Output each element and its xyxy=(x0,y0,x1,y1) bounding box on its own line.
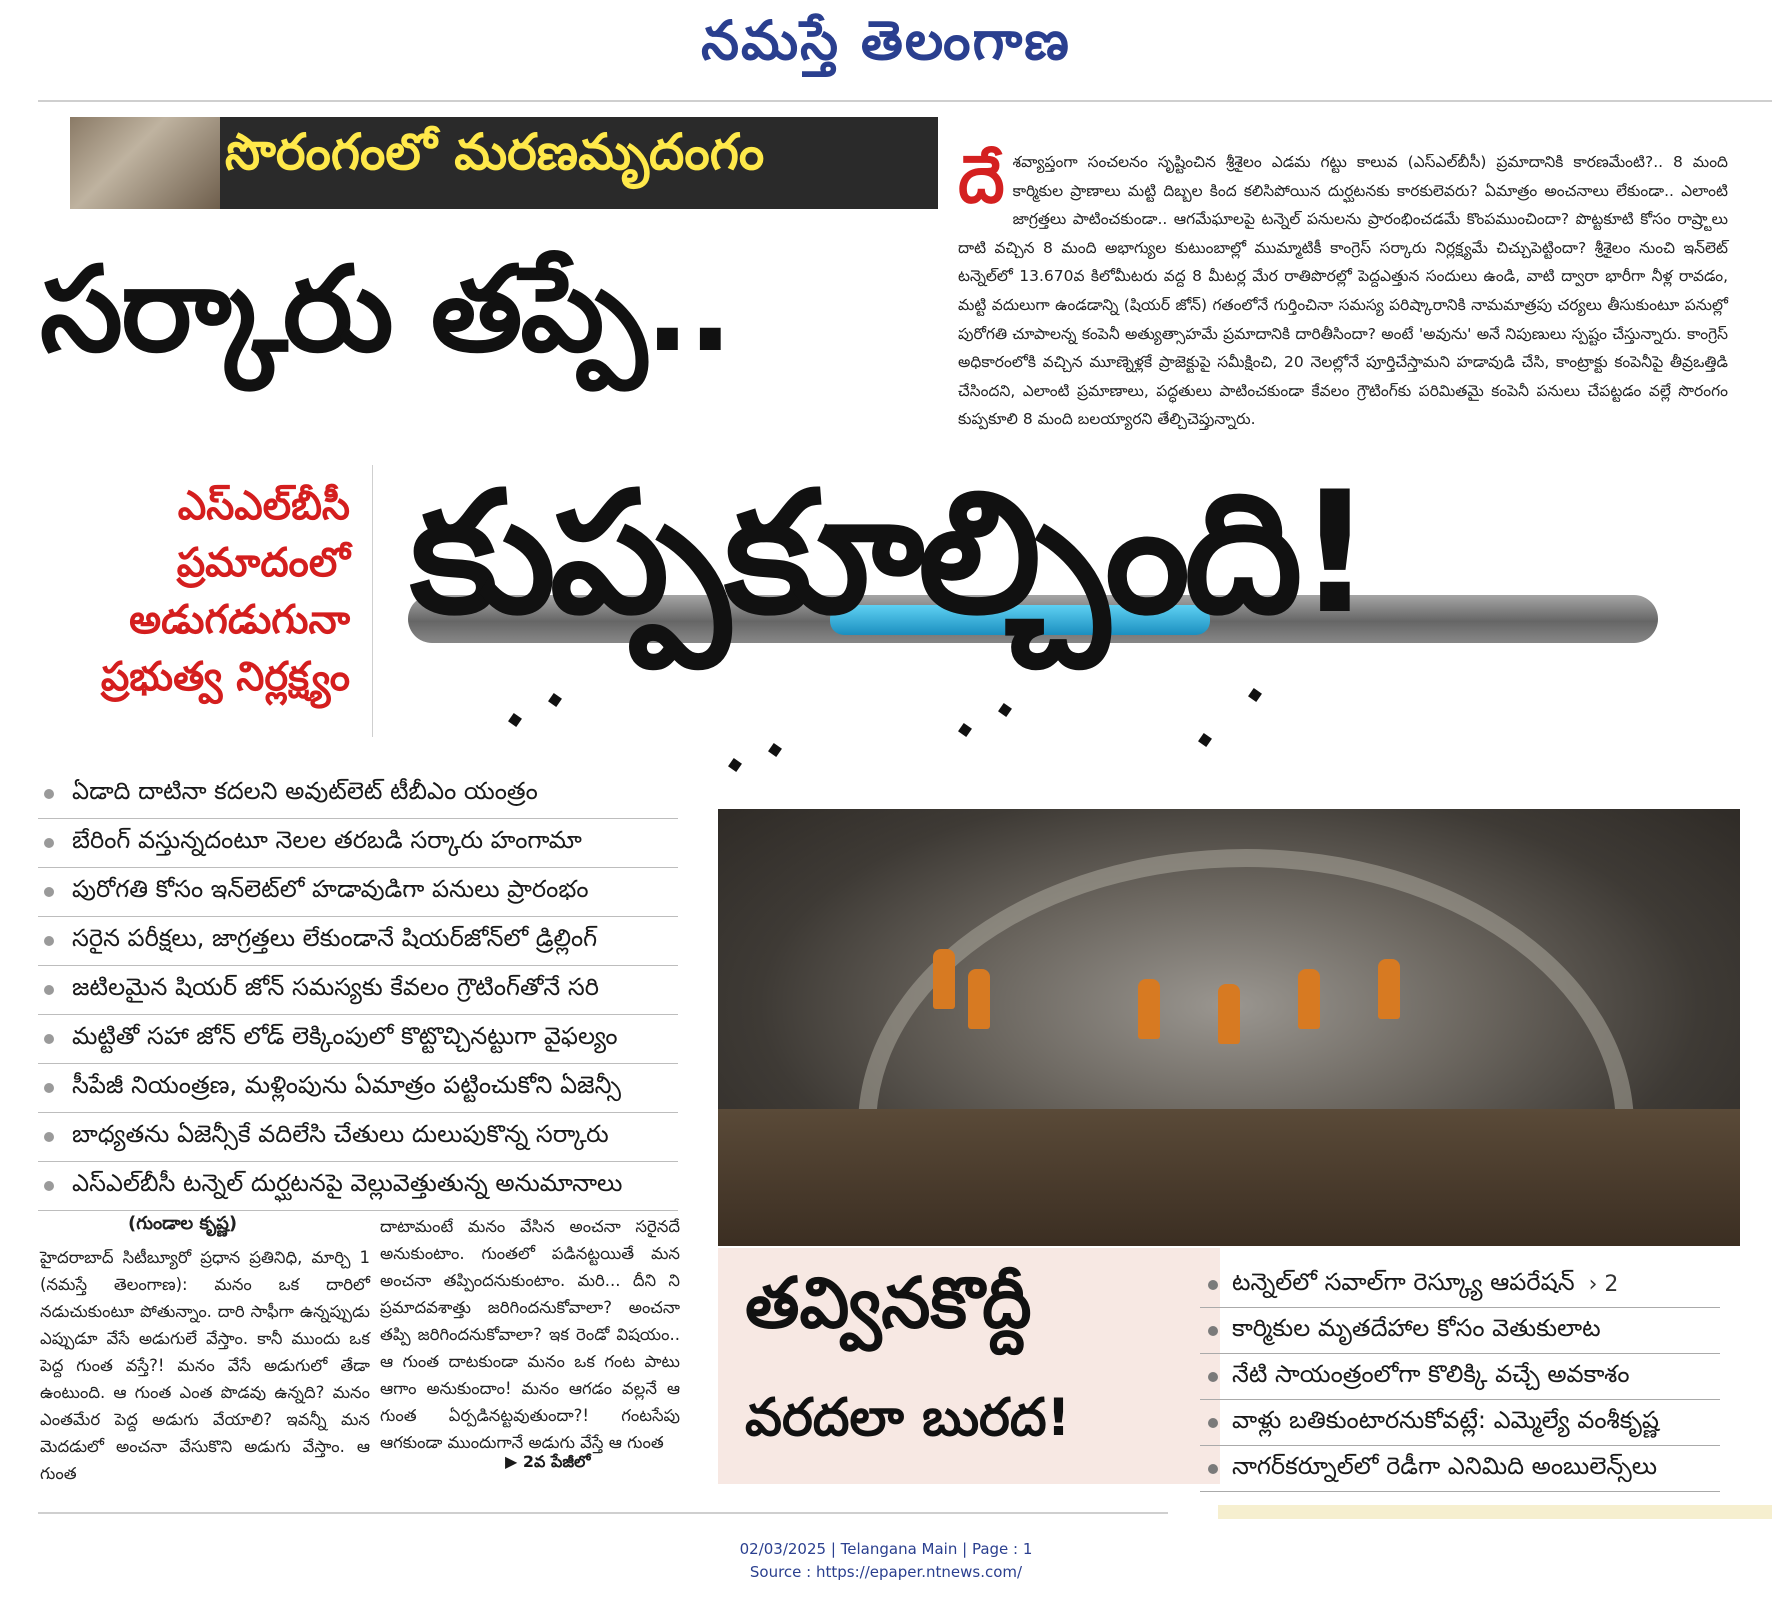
red-subhead-line: ప్రభుత్వ నిర్లక్ష్యం xyxy=(100,654,350,700)
bottom-headline-line1: తవ్వినకొద్దీ xyxy=(745,1262,1032,1344)
list-item: నాగర్‌కర్నూల్‌లో రెడీగా ఎనిమిది అంబులెన్స్‌లు xyxy=(1200,1446,1720,1492)
debris-shape xyxy=(998,703,1012,717)
kicker-text: సొరంగంలో మరణమృదంగం xyxy=(225,123,765,181)
debris-shape xyxy=(728,758,742,772)
bullet-dot-icon xyxy=(1208,1372,1218,1382)
worker-figure xyxy=(1378,959,1400,1019)
list-item: సీపేజీ నియంత్రణ, మళ్లింపును ఏమాత్రం పట్టించుకోని ఏజెన్సీ xyxy=(38,1064,678,1113)
list-item: కార్మికుల మృతదేహాల కోసం వెతుకులాట xyxy=(1200,1308,1720,1354)
footer xyxy=(0,1538,1772,1584)
bullet-dot-icon xyxy=(44,1132,54,1142)
bullet-dot-icon xyxy=(1208,1418,1218,1428)
list-item: పురోగతి కోసం ఇన్‌లెట్‌లో హడావుడిగా పనులు ప్రారంభం xyxy=(38,868,678,917)
bullet-dot-icon xyxy=(44,887,54,897)
bullet-dot-icon xyxy=(44,985,54,995)
footer-source-link[interactable]: Source : https://epaper.ntnews.com/ xyxy=(749,1563,1023,1581)
bottom-headline-line2: వరదలా బురద! xyxy=(745,1388,1071,1448)
masthead-rule xyxy=(38,100,1772,102)
intro-text: శవ్యాప్తంగా సంచలనం సృష్టించిన శ్రీశైలం ఎడమ గట్టు కాలువ (ఎస్‌ఎల్‌బీసీ) ప్రమాదానికి కారణమేంటి?.. 8 మంది కార్మికుల ప్రాణాలు మట్టి దిబ్బల కింద కలిసిపోయిన దుర్ఘటనకు కారకులెవరు? ఏమాత్రం అంచనాలు లేకుండా.. ఎలాంటి జాగ్రత్తలు పాటించకుండా.. ఆగమేఘాలపై టన్నెల్‌ పనులను ప్రారంభించడమే కొంపముంచిందా? పొట్టకూటి కోసం రాష్ర్టాలు దాటి వచ్చిన 8 మంది అభాగ్యుల కుటుంబాల్లో ముమ్మాటికీ కాంగ్రెస్‌ సర్కారు నిర్లక్ష్యమే చిచ్చుపెట్టిందా? శ్రీశైలం నుంచి ఇన్‌లెట్‌ టన్నెల్‌లో 13.670వ కిలోమీటరు వద్ద 8 మీటర్ల మేర రాతిపొరల్లో పెద్దఎత్తున సందులు ఉండి, వాటి ద్వారా భారీగా నీళ్ల రావడం, మట్టి వదులుగా ఉండడాన్ని (షియర్‌ జోన్‌) గతంలోనే గుర్తించినా సమస్య పరిష్కారానికి నామమాత్రపు చర్యలు తీసుకుంటూ పనుల్లో పురోగతి చూపాలన్న కంపెనీ అత్యుత్సాహమే ప్రమాదానికి దారితీసిందా? అంటే 'అవును' అనే నిపుణులు స్పష్టం చేస్తున్నారు. కాంగ్రెస్‌ అధికారంలోకి వచ్చిన మూణ్నెళ్లకే ప్రాజెక్టుపై సమీక్షించి, 20 నెలల్లోనే పూర్తిచేస్తామని హడావుడి చేసి, కాంట్రాక్టు కంపెనీపై తీవ్రఒత్తిడి చేసిందని, ఎలాంటి ప్రమాణాలు, పద్ధతులు పాటించకుండా కేవలం గ్రౌటింగ్‌కు పరిమితమై కంపెనీ పనులు చేపట్టడం వల్లే సొరంగం కుప్పకూలి 8 మంది బలయ్యారని తేల్చిచెప్తున్నారు. xyxy=(958,153,1728,429)
bullet-dot-icon xyxy=(44,1034,54,1044)
red-subhead xyxy=(70,478,350,706)
bullet-dot-icon xyxy=(44,1181,54,1191)
headline-line2: కుప్పకూల్చింది! xyxy=(410,455,1368,651)
tunnel-photo xyxy=(718,809,1740,1246)
subhead-divider xyxy=(372,465,373,737)
jump-link[interactable]: ▶ 2వ పేజీలో xyxy=(505,1452,591,1471)
story-column-2: దాటామంటే మనం వేసిన అంచనా సరైనదే అనుకుంటాం. గుంతలో పడినట్టయితే మన అంచనా తప్పిందనుకుంటాం. మరి... దీని ని ప్రమాదవశాత్తు జరిగిందనుకోవాలా? అంచనా తప్పి జరిగిందనుకోవాలా? ఇక రెండో విషయం.. ఆ గుంత దాటకుండా మనం ఒక గంట పాటు ఆగాం అనుకుందాం! మనం ఆగడం వల్లనే ఆ గుంత ఏర్పడినట్టవుతుందా?! గంటసేపు ఆగకుండా ముందుగానే అడుగు వేస్తే ఆ గుంత xyxy=(380,1217,680,1452)
kicker-photo xyxy=(70,117,220,209)
page-ref[interactable]: › 2 xyxy=(1588,1272,1619,1297)
list-item: బేరింగ్‌ వస్తున్నదంటూ నెలల తరబడి సర్కారు హంగామా xyxy=(38,819,678,868)
decorative-strip xyxy=(1218,1505,1772,1519)
worker-figure xyxy=(1218,984,1240,1044)
bullet-dot-icon xyxy=(44,838,54,848)
red-subhead-line: అడుగడుగునా xyxy=(129,597,350,643)
list-item: నేటి సాయంత్రంలోగా కొలిక్కి వచ్చే అవకాశం xyxy=(1200,1354,1720,1400)
bullet-dot-icon xyxy=(1208,1280,1218,1290)
list-item: బాధ్యతను ఏజెన్సీకే వదిలేసి చేతులు దులుపుకొన్న సర్కారు xyxy=(38,1113,678,1162)
debris-shape xyxy=(548,693,562,707)
worker-figure xyxy=(968,969,990,1029)
bullet-dot-icon xyxy=(44,1083,54,1093)
list-item: జటిలమైన షియర్‌ జోన్‌ సమస్యకు కేవలం గ్రౌటింగ్‌తోనే సరి xyxy=(38,966,678,1015)
headline-line1: సర్కారు తప్పే.. xyxy=(40,240,731,378)
headline-graphic xyxy=(400,455,1760,785)
bullet-dot-icon xyxy=(1208,1326,1218,1336)
footer-date-line: 02/03/2025 | Telangana Main | Page : 1 xyxy=(739,1540,1033,1558)
list-item: టన్నెల్‌లో సవాల్‌గా రెస్క్యూ ఆపరేషన్‌ › 2 xyxy=(1200,1262,1720,1308)
story-column-1: హైదరాబాద్‌ సిటీబ్యూరో ప్రధాన ప్రతినిధి, మార్చి 1 (నమస్తే తెలంగాణ): మనం ఒక దారిలో నడుచుకుంటూ పోతున్నాం. దారి సాఫీగా ఉన్నప్పుడు ఎప్పుడూ వేసే అడుగులే వేస్తాం. కానీ ముందు ఒక పెద్ద గుంత వస్తే?! మనం వేసే అడుగులో తేడా ఉంటుంది. ఆ గుంత ఎంత పొడవు ఉన్నది? మనం ఎంతమేర పెద్ద అడుగు వేయాలి? ఇవన్నీ మన మెదడులో అంచనా వేసుకొని అడుగు వేస్తాం. ఆ గుంత xyxy=(40,1248,370,1483)
footer-rule xyxy=(38,1512,1168,1514)
debris-shape xyxy=(1198,733,1212,747)
bullet-list xyxy=(38,770,678,1211)
list-item: మట్టితో సహా జోన్‌ లోడ్‌ లెక్కింపులో కొట్టొచ్చినట్టుగా వైఫల్యం xyxy=(38,1015,678,1064)
story-byline: (గుండాల కృష్ణ) xyxy=(128,1213,238,1234)
worker-figure xyxy=(933,949,955,1009)
masthead-title: నమస్తే తెలంగాణ xyxy=(701,8,1071,72)
red-subhead-line: ఎస్‌ఎల్‌బీసీ xyxy=(177,483,350,529)
debris-shape xyxy=(958,723,972,737)
mud-shape xyxy=(718,1109,1740,1246)
bullet-dot-icon xyxy=(44,936,54,946)
intro-paragraph xyxy=(958,141,1728,434)
list-item: సరైన పరీక్షలు, జాగ్రత్తలు లేకుండానే షియర్‌జోన్‌లో డ్రిల్లింగ్‌ xyxy=(38,917,678,966)
red-subhead-line: ప్రమాదంలో xyxy=(176,540,350,586)
bottom-list xyxy=(1200,1262,1720,1492)
debris-shape xyxy=(508,713,522,727)
bullet-dot-icon xyxy=(44,789,54,799)
list-item: వాళ్లు బతికుంటారనుకోవట్లే: ఎమ్మెల్యే వంశీకృష్ణ xyxy=(1200,1400,1720,1446)
bullet-dot-icon xyxy=(1208,1464,1218,1474)
worker-figure xyxy=(1298,969,1320,1029)
intro-dropcap: దే xyxy=(958,141,1005,218)
list-item: ఏడాది దాటినా కదలని అవుట్‌లెట్‌ టీబీఎం యంత్రం xyxy=(38,770,678,819)
debris-shape xyxy=(768,743,782,757)
worker-figure xyxy=(1138,979,1160,1039)
list-item: ఎస్‌ఎల్‌బీసీ టన్నెల్‌ దుర్ఘటనపై వెల్లువెత్తుతున్న అనుమానాలు xyxy=(38,1162,678,1211)
